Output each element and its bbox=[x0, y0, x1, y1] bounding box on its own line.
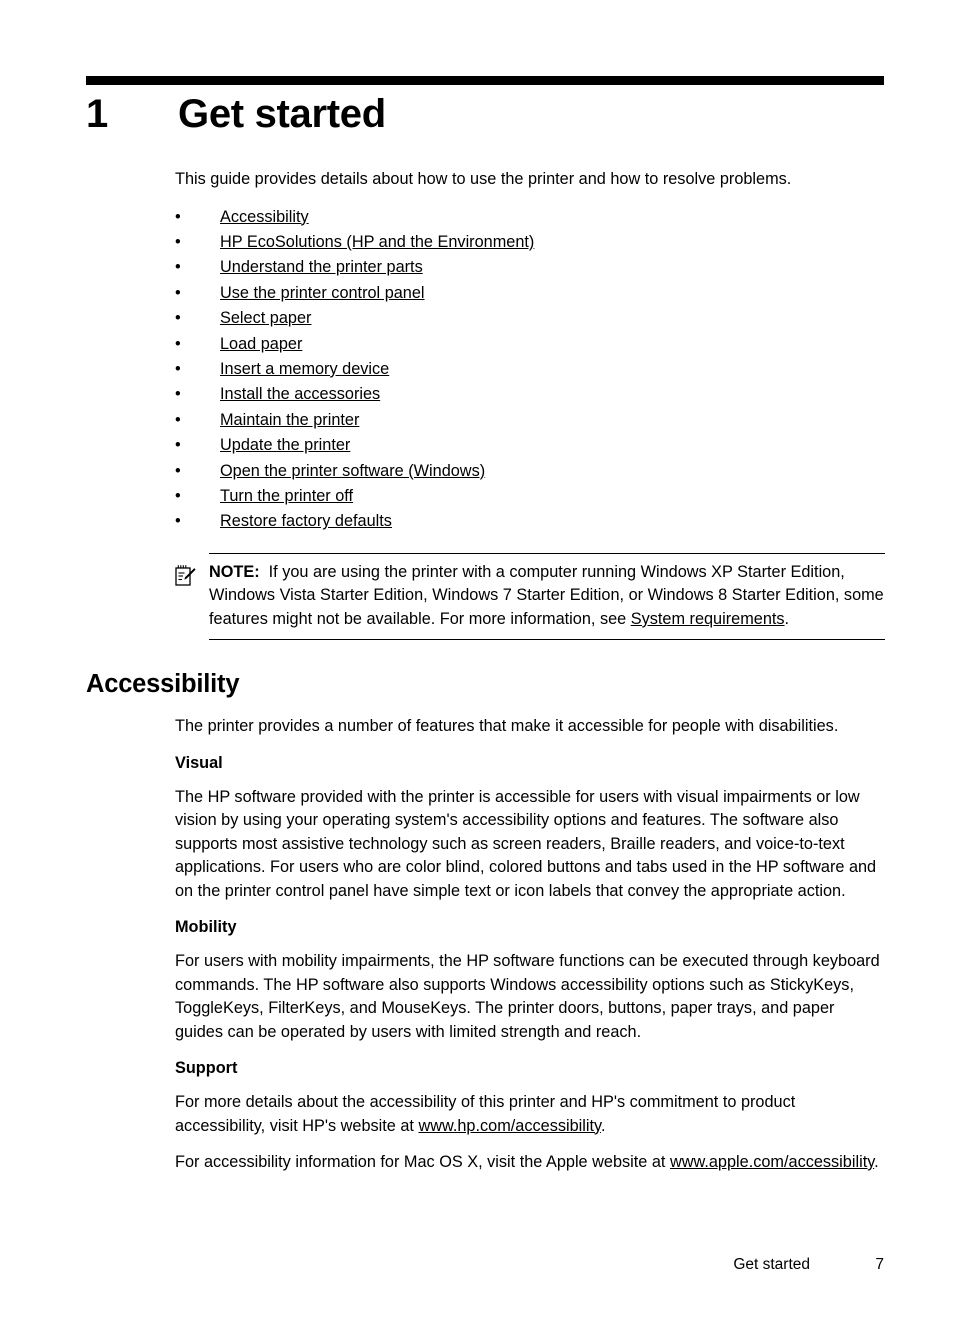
chapter-number: 1 bbox=[86, 92, 108, 136]
list-item bbox=[175, 433, 885, 458]
intro-section bbox=[175, 168, 885, 650]
toc-link[interactable]: HP EcoSolutions (HP and the Environment) bbox=[220, 232, 535, 251]
list-item bbox=[175, 205, 885, 230]
subheading-visual: Visual bbox=[175, 753, 223, 772]
note-text-before-link: If you are using the printer with a computer running Windows XP Starter Edition, Windows Vista Starter Edition, Windows 7 Starter Edition, or Windows 8 Starter Edition, some features might not be available. For more information, see bbox=[209, 562, 884, 628]
toc-link[interactable]: Accessibility bbox=[220, 207, 309, 226]
toc-link[interactable]: Insert a memory device bbox=[220, 359, 390, 378]
note-text-after-link: . bbox=[784, 609, 790, 628]
list-item bbox=[175, 484, 885, 509]
chapter-title-text: Get started bbox=[178, 92, 386, 136]
visual-paragraph: The HP software provided with the printer is accessible for users with visual impairments or low vision by using your operating system's accessibility options and features. The software also supports most assistive technology such as screen readers, Braille readers, and voice-to-text applications. For users who are color blind, colored buttons and tabs used in the HP software and on the printer control panel have simple text or icon labels that convey the appropriate action. bbox=[175, 787, 877, 900]
list-item bbox=[175, 459, 885, 484]
chapter-rule bbox=[86, 76, 884, 85]
toc-link[interactable]: Turn the printer off bbox=[220, 486, 354, 505]
bullet-icon: • bbox=[175, 258, 181, 277]
note-pencil-icon bbox=[175, 564, 196, 586]
bullet-icon: • bbox=[175, 385, 181, 404]
toc-link[interactable]: Use the printer control panel bbox=[220, 283, 425, 302]
toc-link[interactable]: Load paper bbox=[220, 334, 303, 353]
toc-link[interactable]: Restore factory defaults bbox=[220, 512, 392, 531]
bullet-icon: • bbox=[175, 436, 181, 455]
toc-link[interactable]: Maintain the printer bbox=[220, 410, 360, 429]
link-apple-accessibility[interactable]: www.apple.com/accessibility bbox=[669, 1153, 875, 1171]
list-item bbox=[175, 230, 885, 255]
bullet-icon: • bbox=[175, 461, 181, 480]
support-p1-after-link: . bbox=[600, 1116, 606, 1135]
list-item bbox=[175, 509, 885, 534]
bullet-icon: • bbox=[175, 334, 181, 353]
support-paragraph-2 bbox=[175, 1151, 885, 1175]
toc-link[interactable]: Open the printer software (Windows) bbox=[220, 461, 486, 480]
note-bottom-rule bbox=[209, 639, 885, 640]
bullet-icon: • bbox=[175, 486, 181, 505]
section-heading-accessibility: Accessibility bbox=[86, 670, 240, 698]
bullet-icon: • bbox=[175, 359, 181, 378]
list-item bbox=[175, 255, 885, 280]
bullet-icon: • bbox=[175, 232, 181, 251]
mobility-paragraph: For users with mobility impairments, the HP software functions can be executed through keyboard commands. The HP software also supports Windows accessibility options such as StickyKeys, ToggleKeys, FilterKeys, and MouseKeys. The printer doors, buttons, paper trays, and paper guides can be operated by users with limited strength and reach. bbox=[175, 952, 880, 1041]
toc-link[interactable]: Install the accessories bbox=[220, 385, 381, 404]
bullet-icon: • bbox=[175, 207, 181, 226]
support-paragraph-1 bbox=[175, 1091, 885, 1138]
bullet-icon: • bbox=[175, 309, 181, 328]
chapter-toc-list bbox=[175, 205, 885, 535]
support-p2-before-link: For accessibility information for Mac OS X, visit the Apple website at bbox=[175, 1153, 670, 1171]
list-item bbox=[175, 281, 885, 306]
toc-link[interactable]: Update the printer bbox=[220, 436, 351, 455]
toc-link[interactable]: Select paper bbox=[220, 309, 312, 328]
intro-paragraph: This guide provides details about how to use the printer and how to resolve problems. bbox=[175, 170, 792, 188]
accessibility-section bbox=[175, 715, 885, 1188]
subheading-support: Support bbox=[175, 1059, 238, 1077]
list-item bbox=[175, 382, 885, 407]
footer-chapter-label: Get started bbox=[733, 1256, 810, 1273]
subheading-mobility: Mobility bbox=[175, 918, 237, 936]
note-body bbox=[209, 561, 885, 632]
accessibility-intro: The printer provides a number of features that make it accessible for people with disabilities. bbox=[175, 717, 839, 735]
toc-link[interactable]: Understand the printer parts bbox=[220, 258, 423, 277]
bullet-icon: • bbox=[175, 512, 181, 531]
page-title bbox=[86, 90, 886, 138]
bullet-icon: • bbox=[175, 410, 181, 429]
bullet-icon: • bbox=[175, 283, 181, 302]
list-item bbox=[175, 357, 885, 382]
footer-page-number: 7 bbox=[875, 1256, 884, 1273]
link-hp-accessibility[interactable]: www.hp.com/accessibility bbox=[418, 1116, 601, 1135]
list-item bbox=[175, 408, 885, 433]
list-item bbox=[175, 306, 885, 331]
note-label: NOTE: bbox=[209, 562, 260, 581]
note-callout bbox=[175, 553, 885, 641]
support-p1-before-link: For more details about the accessibility of this printer and HP's commitment to product accessibility, visit HP's website at bbox=[175, 1093, 796, 1135]
support-p2-after-link: . bbox=[874, 1153, 879, 1171]
list-item bbox=[175, 332, 885, 357]
link-system-requirements[interactable]: System requirements bbox=[630, 609, 785, 628]
